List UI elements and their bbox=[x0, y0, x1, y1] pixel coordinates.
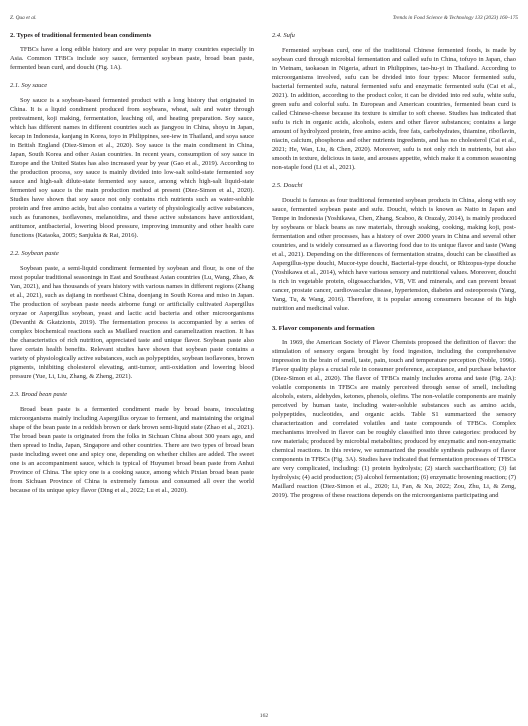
journal-author-header: Z. Qua et al. bbox=[10, 15, 37, 21]
right-column bbox=[272, 30, 516, 500]
section-title-types: 2. Types of traditional fermented bean condiments bbox=[10, 32, 152, 39]
soybean-paste-paragraph: Soybean paste, a semi-liquid condiment fermented by soybean and flour, is one of the most popular traditional seasonings in East and Southeast Asian countries (Lu, Wang, Zhao, & Yan, 2021), and has thousands of years history with various names in different regions (Zhang et al., 2021), such as dajiang in northeast China, doenjang in South Korea and miso in Japan. The production of soybean paste needs airborne fungi or artificially cultivated Aspergillus oryzae or Aspergillus soybean, yeast and lactic acid bacteria and other microorganisms (Devanthi & Gkatzionis, 2019). The fermentation process is accompanied by a series of complex biochemical reactions such as Maillard reaction and caramelization reaction. It has the characteristics of rich nutrition, appreciated taste and unique flavor. Soybean paste also have certain health benefits. Relevant studies have shown that soybean paste contains a variety of physiologically active substances, such as polypeptides, soybean isoflavones, brown pigments, inhibiting cholesterol elevating, anti-tumor, anti-oxidation and lowering blood pressure (Yue, Li, Liu, Zhang, & Zheng, 2021). bbox=[10, 265, 254, 380]
intro-paragraph: TFBCs have a long edible history and are very popular in many countries especially in Asia. Common TFBCs include soy sauce, fermented soybean paste, broad bean paste, fermented bean curd, and douchi (Fig. 1A). bbox=[10, 46, 254, 71]
page-number: 162 bbox=[259, 713, 269, 719]
sufu-paragraph: Fermented soybean curd, one of the traditional Chinese fermented foods, is made by soybean curd through microbial fermentation and called sufu in China, tofuyo in Japan, chao in Vietnam, taokaoan in Nigeria, athuri in Philippines, tao-hu-yi in Thailand. According to microorganisms involved, sufu can be divided into four types: Mucor fermented sufu, bacterial fermented sufu, natural fermented sufu and enzymatic fermented sufu (Cai et al., 2021). In addition, according to the product color, it can be divided into red sufu, white sufu, green sufu and colorful sufu. In European and American countries, fermented bean curd is called Chinese-cheese because its texture is similar to soft cheese. Studies has indicated that sufu is rich in organic acids, alcohols, esters and other flavor substances; contains a large amount of hydrolyzed protein, free amino acids, free fats, carbohydrates, thiamine, riboflavin, niacin, calcium, phosphorus and other nutrients ingredients, and has no cholesterol (Cai et al., 2021; He, Wan, Liu, & Chen, 2020). Moreover, sufu is not only rich in nutrients, but also smooth in texture, delicious in taste, and arouses appetite, which make it a common seasoning non-staple food (Li et al., 2021). bbox=[272, 47, 516, 171]
subsection-title-soy-sauce: 2.1. Soy sauce bbox=[10, 82, 48, 89]
douchi-paragraph: Douchi is famous as four traditional fermented soybean products in China, along with soy sauce, fermented soybean paste and sufu. Douchi, which is known as Natto in Japan and Tempe in Indonesia (Yoshikawa, Chen, Zhang, Scaboo, & Orazaly, 2014), is mainly produced by soybeans or black beans as raw materials, through soaking, cooking, making koji, post-fermentation and other processes, has a history of over 2000 years in China and several other countries, and is widely consumed as a flavoring food due to its unique flavor and taste (Wang et al., 2021). Depending on the differences of fermentation strains, douchi can be classified as Aspergillus-type douchi, Mucor-type douchi, Bacterial-type douchi, or Rhizopus-type douche (Yoshikawa et al., 2014), which have various sensory and nutritional values. Moreover, douchi is rich in vegetable protein, oligosaccharides, VB, VE and minerals, and can prevent breast cancer, prostate cancer, cardiovascular disease, hypertension, diabetes and osteoporosis (Yang, Yang, Tu, & Wang, 2016). Therefore, it is popular among consumers because of its high nutrition and medicinal value. bbox=[272, 197, 516, 312]
journal-citation-header: Trends in Food Science & Technology 133 (2023) 160–175 bbox=[392, 15, 518, 21]
subsection-title-sufu: 2.4. Sufu bbox=[272, 32, 295, 39]
section-title-flavor: 3. Flavor components and formation bbox=[272, 325, 375, 332]
subsection-title-douchi: 2.5. Douchi bbox=[272, 182, 303, 189]
soy-sauce-paragraph: Soy sauce is a soybean-based fermented product with a long history that originated in China. It is a liquid condiment produced from soybeans, wheat, salt and water through pretreatment, koji making, fermentation, leaching oil, and heating preparation. Soy sauce, which has different names in different countries such as jiangyou in China, shoyu in Japan, kecap in Indonesia, kanjang in Korea, toyo in Philippines, see-iew in Thailand, and soya sauce in British England (Diez-Simon et al., 2020). Soy sauce is the main condiment in China, Japan, South Korea and other Asian countries. In recent years, consumption of soy sauce in Europe and the United States has also increased year by year (Gao et al., 2019). According to the production process, soy sauce is mainly divided into low-salt solid-state fermented soy sauce and high-salt dilute-state fermented soy sauce, among which high-salt liquid-state fermented soy sauce is the main production method at present (Diez-Simon et al., 2020). Studies have shown that soy sauce not only contains rich nutrients such as water-soluble protein and free amino acids, but also contains a variety of physiologically active substances, such as furanones, isoflavones, melanoidins, and these active substances have antioxidant, antitumor, antibacterial, lowering blood pressure, improving immunity and other health care functions (Kataoka, 2005; Sanjukta & Rai, 2016). bbox=[10, 97, 254, 239]
flavor-paragraph: In 1969, the American Society of Flavor Chemists proposed the definition of flavor: the stimulation of sensory organs brought by food ingestion, including the comprehensive impression in the brain of smell, taste, pain, touch and temperature perception (Noble, 1996). Flavor quality plays a crucial role in consumer preference, acceptance, and purchase behavior (Diez-Simon et al., 2020). The flavor of TFBCs mainly includes aroma and taste (Fig. 2A): volatile components in TFBCs are mainly perceived through sense of smell, including alcohols, esters, aldehydes, ketones, phenols, olefins. The non-volatile components are mainly perceived by human taste, including water-soluble substances such as amino acids, polypeptides, nucleotides, and organic acids. Table S1 summarized the sensory characterization and correlated volatiles and taste compounds of TFBCs. Complex mechanisms involved in flavor can be roughly classified into three categories: produced by raw materials; produced by microbial metabolites; produced by enzymatic and non-enzymatic chemical reactions. In this review, we summarized the possible synthesis pathways of flavor components in TFBCs (Fig. 3A). Studies have indicated that fermentation processes of TFBCs are very complicated, including: (1) protein hydrolysis; (2) starch saccharification; (3) fat hydrolysis; (4) acid production; (5) alcohol fermentation; (6) enzymatic browning reaction; (7) Maillard reaction (Diez-Simon et al., 2020; Li, Fan, & Xu, 2022; Zou, Zhu, Li, & Zeng, 2019). The progress of these reactions depends on the microorganisms participating and bbox=[272, 339, 517, 499]
subsection-title-broad-bean-paste: 2.3. Broad bean paste bbox=[10, 391, 67, 398]
left-column bbox=[10, 30, 254, 495]
broad-bean-paste-paragraph: Broad bean paste is a fermented condiment made by broad beans, inoculating microorganisms mainly including Aspergillus oryzae to ferment, and maintaining the original shape of the bean paste in a reddish brown or dark brown semi-liquid state (Zhao et al., 2021). The broad bean paste is originated from the folks in Sichuan China about 300 years ago, and then spread to India, Japan, Singapore and other countries. There are two types of broad bean paste including sweet one and spicy one, depending on whether chilies are added. The sweet one is an accompaniment sauce, which is typical of Huyumei broad bean paste from Anhui Province of China. The spicy one is a cooking sauce, among which Pixian broad bean paste from Sichuan Province of China is extremely famous and consumed all over the world because of its unique spicy flavor (Ding et al., 2022; Lu et al., 2020). bbox=[10, 406, 254, 494]
subsection-title-soybean-paste: 2.2. Soybean paste bbox=[10, 250, 59, 257]
